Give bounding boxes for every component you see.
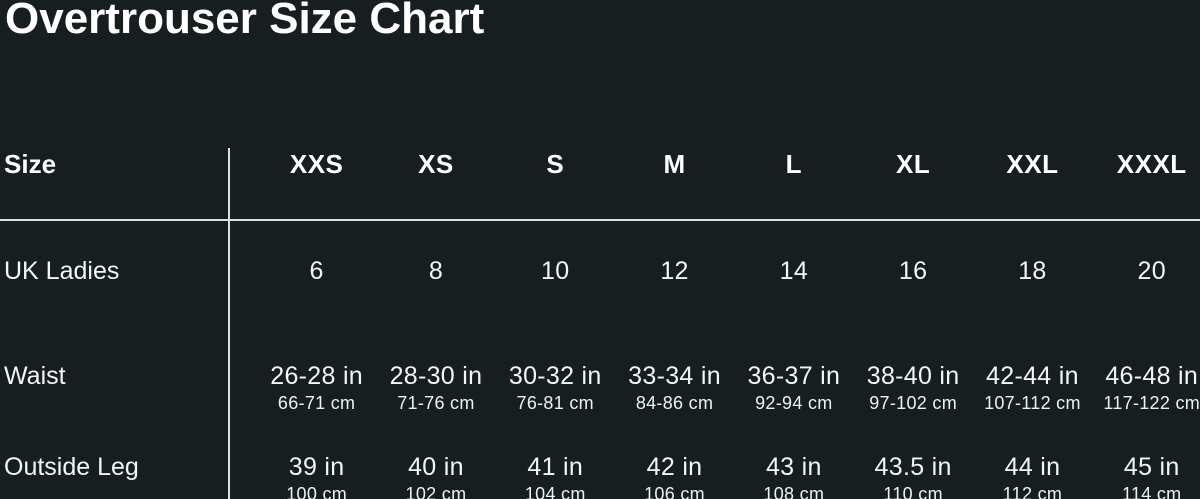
- size-corner-label: Size: [4, 148, 57, 179]
- table-cell: 33-34 in 84-86 cm: [628, 361, 721, 413]
- row-label-outside-leg: Outside Leg: [4, 452, 139, 481]
- table-cell: 42-44 in 107-112 cm: [984, 361, 1081, 413]
- table-cell: 16: [898, 256, 928, 285]
- table-row-uk-ladies: [0, 221, 1200, 321]
- table-cell: 38-40 in 97-102 cm: [866, 361, 960, 413]
- label-column-divider-line: [228, 148, 230, 499]
- column-header-xxs: XXS: [289, 148, 344, 179]
- table-cell: 44 in 112 cm: [1002, 452, 1063, 499]
- table-row-waist: [0, 321, 1200, 431]
- table-cell: 10: [541, 256, 570, 285]
- column-header-s: S: [546, 148, 565, 179]
- table-cell: 39 in 100 cm: [286, 452, 348, 499]
- table-row-outside-leg: [0, 431, 1200, 499]
- table-cell: 30-32 in 76-81 cm: [508, 361, 602, 413]
- header-divider-line: [0, 219, 1200, 221]
- column-header-xl: XL: [896, 148, 931, 179]
- table-cell: 41 in 104 cm: [524, 452, 586, 499]
- table-cell: 46-48 in 117-122 cm: [1103, 361, 1200, 413]
- table-cell: 26-28 in 66-71 cm: [270, 361, 364, 413]
- table-cell: 36-37 in 92-94 cm: [747, 361, 841, 413]
- table-cell: 20: [1137, 256, 1166, 285]
- table-cell: 18: [1018, 256, 1047, 285]
- table-cell: 8: [428, 256, 444, 285]
- row-label-uk-ladies: UK Ladies: [4, 256, 120, 285]
- table-cell: 40 in 102 cm: [405, 452, 467, 499]
- table-cell: 28-30 in 71-76 cm: [389, 361, 483, 413]
- table-cell: 43 in 108 cm: [763, 452, 825, 499]
- row-label-waist: Waist: [4, 361, 66, 390]
- table-header-row: [0, 107, 1200, 221]
- column-header-xs: XS: [418, 148, 454, 179]
- table-cell: 42 in 106 cm: [644, 452, 705, 499]
- page-title: Overtrouser Size Chart: [5, 0, 485, 43]
- table-cell: 43.5 in 110 cm: [874, 452, 952, 499]
- column-header-l: L: [785, 148, 803, 179]
- column-header-xxl: XXL: [1006, 148, 1059, 179]
- table-cell: 6: [309, 256, 324, 285]
- table-cell: 12: [660, 256, 689, 285]
- column-header-m: M: [663, 148, 686, 179]
- table-cell: 45 in 114 cm: [1121, 452, 1182, 499]
- table-cell: 14: [779, 256, 809, 285]
- column-header-xxxl: XXXL: [1116, 148, 1187, 179]
